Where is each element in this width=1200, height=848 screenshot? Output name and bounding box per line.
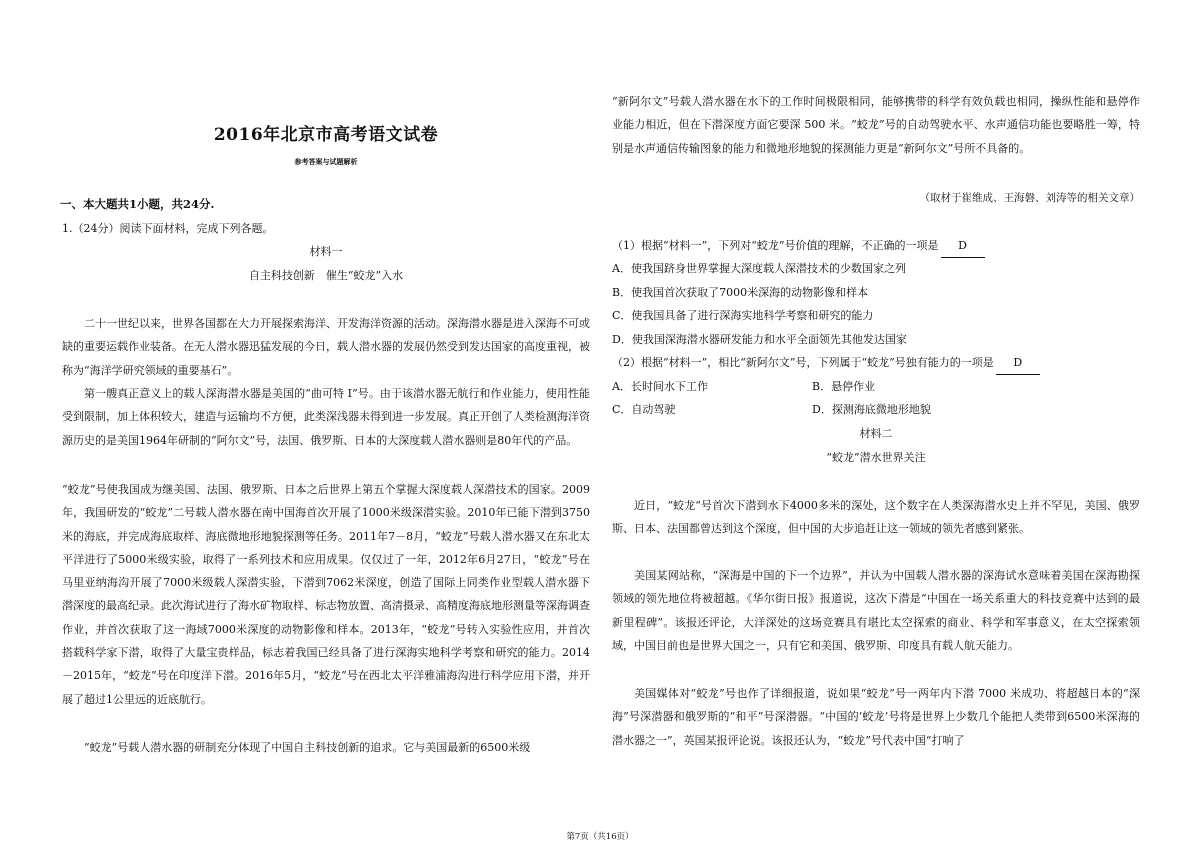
material2-title: “蛟龙”潜水世界关注 xyxy=(826,451,926,464)
question-2-answer: D xyxy=(996,351,1040,375)
material2-paragraph-1: 近日，“蛟龙“号首次下潜到水下4000多米的深处，这个数字在人类深海潜水史上并不罕见，美国、俄罗斯、日本、法国都曾达到这个深度，但中国的大步追赶让这一领域的领先者感到紧张。 xyxy=(612,499,1140,536)
q1-option-b: B．使我国首次获取了7000米深海的动物影像和样本 xyxy=(612,286,869,299)
q2-option-a: A．长时间水下工作 xyxy=(612,380,708,393)
question-1 xyxy=(612,234,1140,258)
page-subtitle: 参考答案与试题解析 xyxy=(294,157,358,166)
q2-option-d: D．探测海底微地形地貌 xyxy=(812,403,931,416)
material2-label: 材料二 xyxy=(859,427,893,440)
material1-paragraph-3: “蛟龙”号使我国成为继美国、法国、俄罗斯、日本之后世界上第五个掌握大深度载人深潜技术的国家。2009年，我国研发的“蛟龙”二号载人潜水器在南中国海首次开展了1000米级深潜实验。2010年已能下潜到3750米的海底，并完成海底取样、海底微地形地貌探测等任务。2011年7－8月，“蛟龙”号载人潜水器又在东北太平洋进行了5000米级实验，取得了一系列技术和应用成果。仅仅过了一年，2012年6月27日，“蛟龙”号在马里亚纳海沟开展了7000米级载人深潜实验，下潜到7062米深度，创造了国际上同类作业型载人潜水器下潜深度的最高纪录。此次海试进行了海水矿物取样、标志物放置、高清摄录、高精度海底地形测量等深海调查作业，并首次获取了这一海域7000米深度的动物影像和样本。2013年，“蛟龙”号转入实验性应用，并首次搭载科学家下潜，取得了大量宝贵样品，标志着我国已经具备了进行深海实地科学考察和研究的能力。2014－2015年，“蛟龙”号在印度洋下潜。2016年5月，“蛟龙”号在西北太平洋雅浦海沟进行科学应用下潜，并开展了超过1公里远的近底航行。 xyxy=(62,483,590,706)
section-heading: 一、本大题共1小题，共24分. xyxy=(60,197,215,211)
material1-paragraph-1: 二十一世纪以来，世界各国都在大力开展探索海洋、开发海洋资源的活动。深海潜水器是进入深海不可或缺的重要运载作业装备。在无人潜水器迅猛发展的今日，载人潜水器的发展仍然受到发达国家的高度重视，被称为“海洋学研究领域的重要基石”。 xyxy=(62,317,590,377)
material2-paragraph-3: 美国媒体对“蛟龙”号也作了详细报道，说如果“蛟龙”号一两年内下潜 7000 米成功、将超越日本的“深海”号深潜器和俄罗斯的“和平”号深潜器。“中国的‘蛟龙’号将是世界上少数几个能把人类带到6500米深海的潜水器之一”，英国某报评论说。该报还认为，“蛟龙”号代表中国“打响了 xyxy=(612,687,1140,747)
page-footer: 第7页（共16页） xyxy=(566,832,634,842)
material1-label: 材料一 xyxy=(309,245,343,258)
q2-option-c: C．自动驾驶 xyxy=(612,403,676,416)
source-note: （取材于崔维成、王海磐、刘涛等的相关文章） xyxy=(919,192,1140,204)
material2-paragraph-2: 美国某网站称，“深海是中国的下一个边界”，并认为中国载人潜水器的深海试水意味着美国在深海勘探领域的领先地位将被超越。《华尔街日报》报道说，这次下潜是“中国在一场关系重大的科技竞赛中达到的最新里程碑”。该报还评论，大洋深处的这场竞赛具有堪比太空探索的商业、科学和军事意义，在太空探索领域，中国目前也是世界大国之一，只有它和美国、俄罗斯、印度具有载人航天能力。 xyxy=(612,569,1140,652)
question-intro: 1.（24分）阅读下面材料，完成下列各题。 xyxy=(62,222,274,235)
material1-paragraph-2: 第一艘真正意义上的载人深海潜水器是美国的“曲可特 Ⅰ”号。由于该潜水器无航行和作业能力，使用性能受到限制，加上体积较大，建造与运输均不方便，此类深浅器未得到进一步发展。真正开创了人类检测海洋资源历史的是美国1964年研制的“阿尔文”号，法国、俄罗斯、日本的大深度载人潜水器则是80年代的产品。 xyxy=(62,387,590,447)
material1-paragraph-4: “蛟龙”号载人潜水器的研制充分体现了中国自主科技创新的追求。它与美国最新的6500米级 xyxy=(84,741,531,754)
question-1-answer: D xyxy=(941,234,985,258)
question-1-stem: （1）根据“材料一”，下列对“蛟龙”号价值的理解，不正确的一项是 xyxy=(612,239,939,252)
q1-option-c: C．使我国具备了进行深海实地科学考察和研究的能力 xyxy=(612,309,874,322)
page-title: 2016年北京市高考语文试卷 xyxy=(213,125,439,145)
question-2 xyxy=(612,351,1140,375)
q1-option-d: D．使我国深海潜水器研发能力和水平全面领先其他发达国家 xyxy=(612,333,907,346)
question-2-stem: （2）根据“材料一”，相比“新阿尔文”号，下列属于“蛟龙”号独有能力的一项是 xyxy=(612,356,994,369)
q2-option-b: B．悬停作业 xyxy=(812,380,876,393)
material1-title: 自主科技创新 催生“蛟龙”入水 xyxy=(248,269,404,282)
q1-option-a: A．使我国跻身世界掌握大深度载人深潜技术的少数国家之列 xyxy=(612,262,906,275)
material1-paragraph-5: “新阿尔文”号载人潜水器在水下的工作时间极限相同，能够携带的科学有效负载也相同，操纵性能和悬停作业能力相近，但在下潜深度方面它要深 500 米。“蛟龙”号的自动驾驶水平、水声通信功能也要略胜一筹，特别是水声通信传输图象的能力和微地形地貌的探测能力更是“新阿尔文”号所不具备的。 xyxy=(612,95,1140,155)
